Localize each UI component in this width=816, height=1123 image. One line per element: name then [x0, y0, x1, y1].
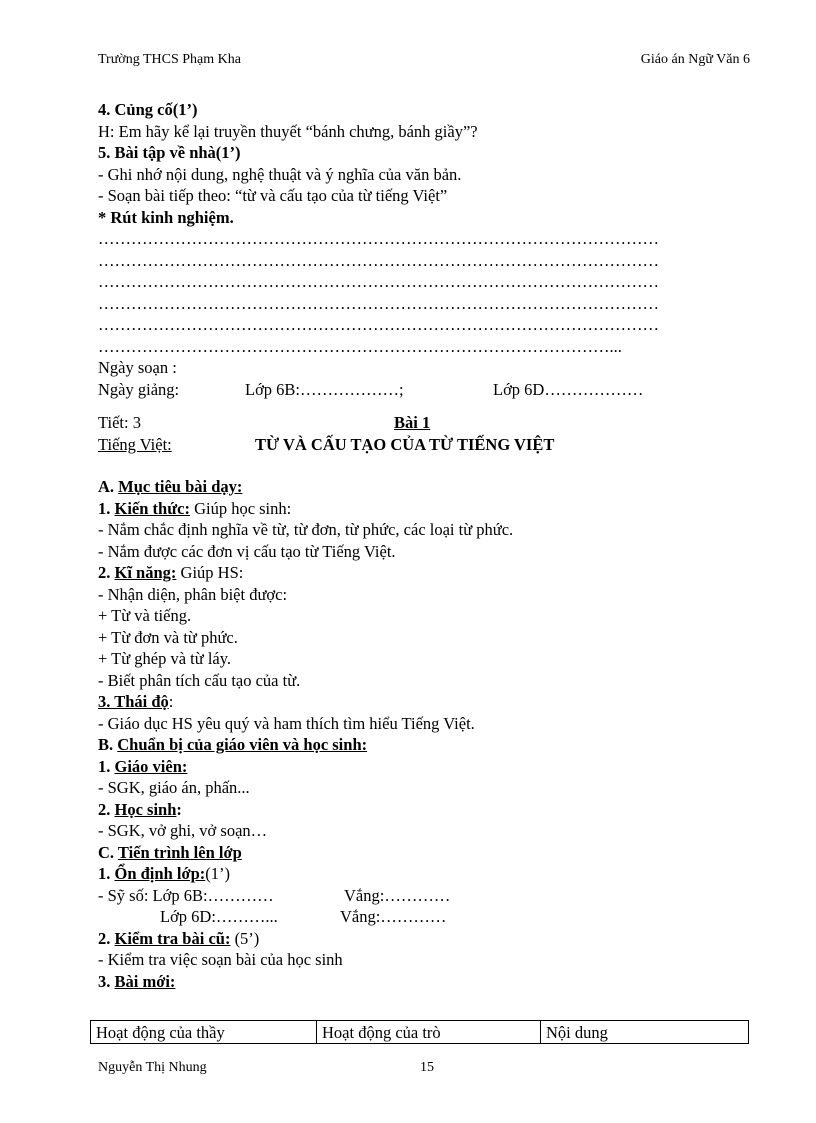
si-so-row-6d	[98, 906, 750, 928]
vang-6b: Vắng:…………	[344, 885, 451, 905]
ki-nang-item: + Từ và tiếng.	[98, 606, 192, 625]
ngay-giang-row	[98, 379, 750, 401]
table-header-cell: Hoạt động của trò	[317, 1021, 541, 1043]
hoc-sinh-item: - SGK, vở ghi, vở soạn…	[98, 821, 268, 840]
activity-table-header	[90, 1020, 749, 1044]
section-c-heading: C. Tiến trình lên lớp	[98, 842, 242, 862]
dotted-line-last: …………………………………………………………………………………...	[98, 336, 622, 356]
ki-nang-item: - Biết phân tích cấu tạo của từ.	[98, 670, 301, 690]
bai-moi-heading: 3. Bài mới:	[98, 971, 176, 991]
document-body	[98, 99, 750, 992]
si-so-6d: Lớp 6D:………...	[160, 907, 278, 926]
lop-6d-date: Lớp 6D………………	[493, 379, 644, 399]
section-a-heading: A. Mục tiêu bài dạy:	[98, 477, 243, 496]
lesson-row-2	[98, 434, 750, 456]
dotted-line: …………………………………………………………………………………………	[98, 293, 659, 313]
ngay-giang-label: Ngày giảng:	[98, 379, 180, 399]
lesson-title: TỪ VÀ CẤU TẠO CỦA TỪ TIẾNG VIỆT	[255, 434, 555, 454]
task-line-2: - Soạn bài tiếp theo: “từ và cấu tạo của từ tiếng Việt”	[98, 186, 448, 205]
si-so-6b: - Sỹ số: Lớp 6B:…………	[98, 885, 274, 905]
heading-bai-tap: 5. Bài tập về nhà(1’)	[98, 143, 241, 162]
lop-6b-date: Lớp 6B:………………;	[245, 379, 404, 399]
si-so-row-6b	[98, 885, 750, 907]
kiem-tra-item: - Kiểm tra việc soạn bài của học sinh	[98, 950, 343, 969]
ngay-soan: Ngày soạn :	[98, 358, 177, 377]
table-header-cell: Hoạt động của thầy	[91, 1021, 317, 1043]
footer-author: Nguyễn Thị Nhung	[98, 1060, 207, 1075]
heading-rut-kinh-nghiem: * Rút kinh nghiệm.	[98, 207, 234, 227]
footer-page-number: 15	[420, 1060, 434, 1075]
ki-nang-item: + Từ ghép và từ láy.	[98, 649, 232, 668]
dotted-line: …………………………………………………………………………………………	[98, 229, 659, 248]
ki-nang-item: + Từ đơn và từ phức.	[98, 627, 238, 647]
giao-vien-heading: 1. Giáo viên:	[98, 756, 188, 776]
thai-do-heading: 3. Thái độ:	[98, 692, 174, 711]
kien-thuc-item: - Nắm chắc định nghĩa về từ, từ đơn, từ phức, các loại từ phức.	[98, 520, 514, 539]
header-school: Trường THCS Phạm Kha	[98, 52, 241, 67]
dotted-line: …………………………………………………………………………………………	[98, 250, 659, 270]
ki-nang-item: - Nhận diện, phân biệt được:	[98, 584, 288, 604]
task-line-1: - Ghi nhớ nội dung, nghệ thuật và ý nghĩa của văn bản.	[98, 164, 462, 184]
thai-do-item: - Giáo dục HS yêu quý và ham thích tìm hiểu Tiếng Việt.	[98, 713, 475, 733]
dotted-line: …………………………………………………………………………………………	[98, 272, 659, 291]
hoc-sinh-heading: 2. Học sinh:	[98, 799, 182, 819]
tiet-label: Tiết: 3	[98, 413, 141, 432]
header-subject: Giáo án Ngữ Văn 6	[640, 52, 750, 67]
bai-label: Bài 1	[394, 413, 431, 432]
heading-cung-co: 4. Củng cố(1’)	[98, 100, 198, 119]
giao-vien-item: - SGK, giáo án, phấn...	[98, 778, 250, 797]
on-dinh-heading: 1. Ổn định lớp:(1’)	[98, 864, 231, 883]
ki-nang-heading: 2. Kĩ năng: Giúp HS:	[98, 563, 244, 582]
dotted-line: …………………………………………………………………………………………	[98, 315, 659, 334]
question-text: H: Em hãy kể lại truyền thuyết “bánh chưng, bánh giầy”?	[98, 121, 478, 141]
section-b-heading: B. Chuẩn bị của giáo viên và học sinh:	[98, 735, 368, 754]
kien-thuc-item: - Nắm được các đơn vị cấu tạo từ Tiếng Việt.	[98, 541, 396, 561]
mon-label: Tiếng Việt:	[98, 434, 172, 454]
kiem-tra-heading: 2. Kiểm tra bài cũ: (5’)	[98, 928, 260, 948]
kien-thuc-heading: 1. Kiến thức: Giúp học sinh:	[98, 498, 292, 518]
lesson-row-1	[98, 412, 750, 434]
table-header-cell: Nội dung	[546, 1023, 608, 1042]
vang-6d: Vắng:…………	[340, 907, 447, 926]
